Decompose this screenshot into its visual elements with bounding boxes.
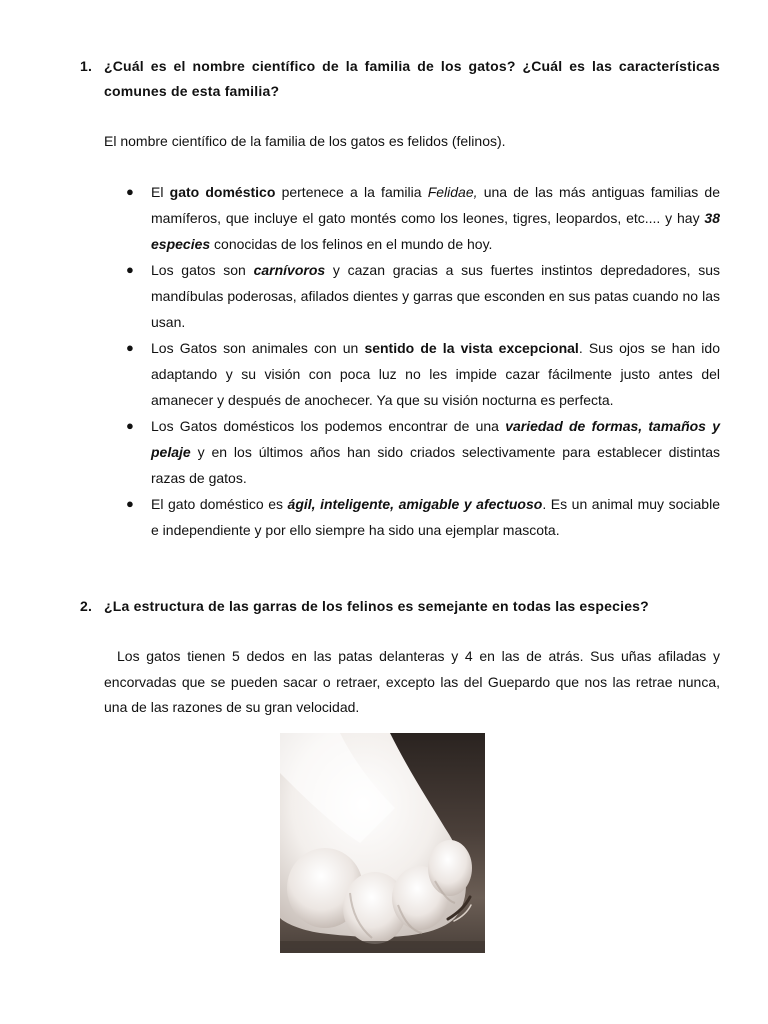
characteristics-list (104, 179, 720, 543)
question-1-answer: El nombre científico de la familia de los gatos es felidos (felinos). (104, 133, 506, 149)
bullet-icon: ● (126, 496, 134, 511)
list-item: ● El gato doméstico es ágil, inteligente, amigable y afectuoso. Es un animal muy sociable e independiente y por ello siempre ha sido una ejemplar mascota. (104, 491, 720, 543)
question-1-text: ¿Cuál es el nombre científico de la familia de los gatos? ¿Cuál es las características comunes de esta familia? (104, 58, 720, 99)
cat-paw-photo (280, 733, 485, 953)
list-item: ● Los Gatos son animales con un sentido de la vista excepcional. Sus ojos se han ido adaptando y su visión con poca luz no les impide cazar fácilmente justo antes del amanecer y después de anochecer. Ya que su visión nocturna es perfecta. (104, 335, 720, 413)
question-2-number: 2. (80, 598, 93, 614)
bullet-icon: ● (126, 418, 134, 433)
list-item: ● El gato doméstico pertenece a la familia Felidae, una de las más antiguas familias de mamíferos, que incluye el gato montés como los leones, tigres, leopardos, etc.... y hay 38 especies conocidas de los felinos en el mundo de hoy. (104, 179, 720, 257)
question-2-text: ¿La estructura de las garras de los felinos es semejante en todas las especies? (104, 598, 649, 614)
question-2-answer: Los gatos tienen 5 dedos en las patas delanteras y 4 en las de atrás. Sus uñas afiladas y encorvadas que se pueden sacar o retraer, excepto las del Guepardo que nos las retrae nunca, una de las razones de su gran velocidad. (104, 648, 720, 715)
question-2 (80, 594, 720, 619)
question-1 (80, 54, 720, 104)
list-item: ● Los Gatos domésticos los podemos encontrar de una variedad de formas, tamaños y pelaje y en los últimos años han sido criados selectivamente para establecer distintas razas de gatos. (104, 413, 720, 491)
bullet-icon: ● (126, 340, 134, 355)
question-1-number: 1. (80, 58, 93, 74)
bullet-icon: ● (126, 262, 134, 277)
bullet-icon: ● (126, 184, 134, 199)
list-item: ● Los gatos son carnívoros y cazan gracias a sus fuertes instintos depredadores, sus mandíbulas poderosas, afilados dientes y garras que esconden en sus patas cuando no las usan. (104, 257, 720, 335)
